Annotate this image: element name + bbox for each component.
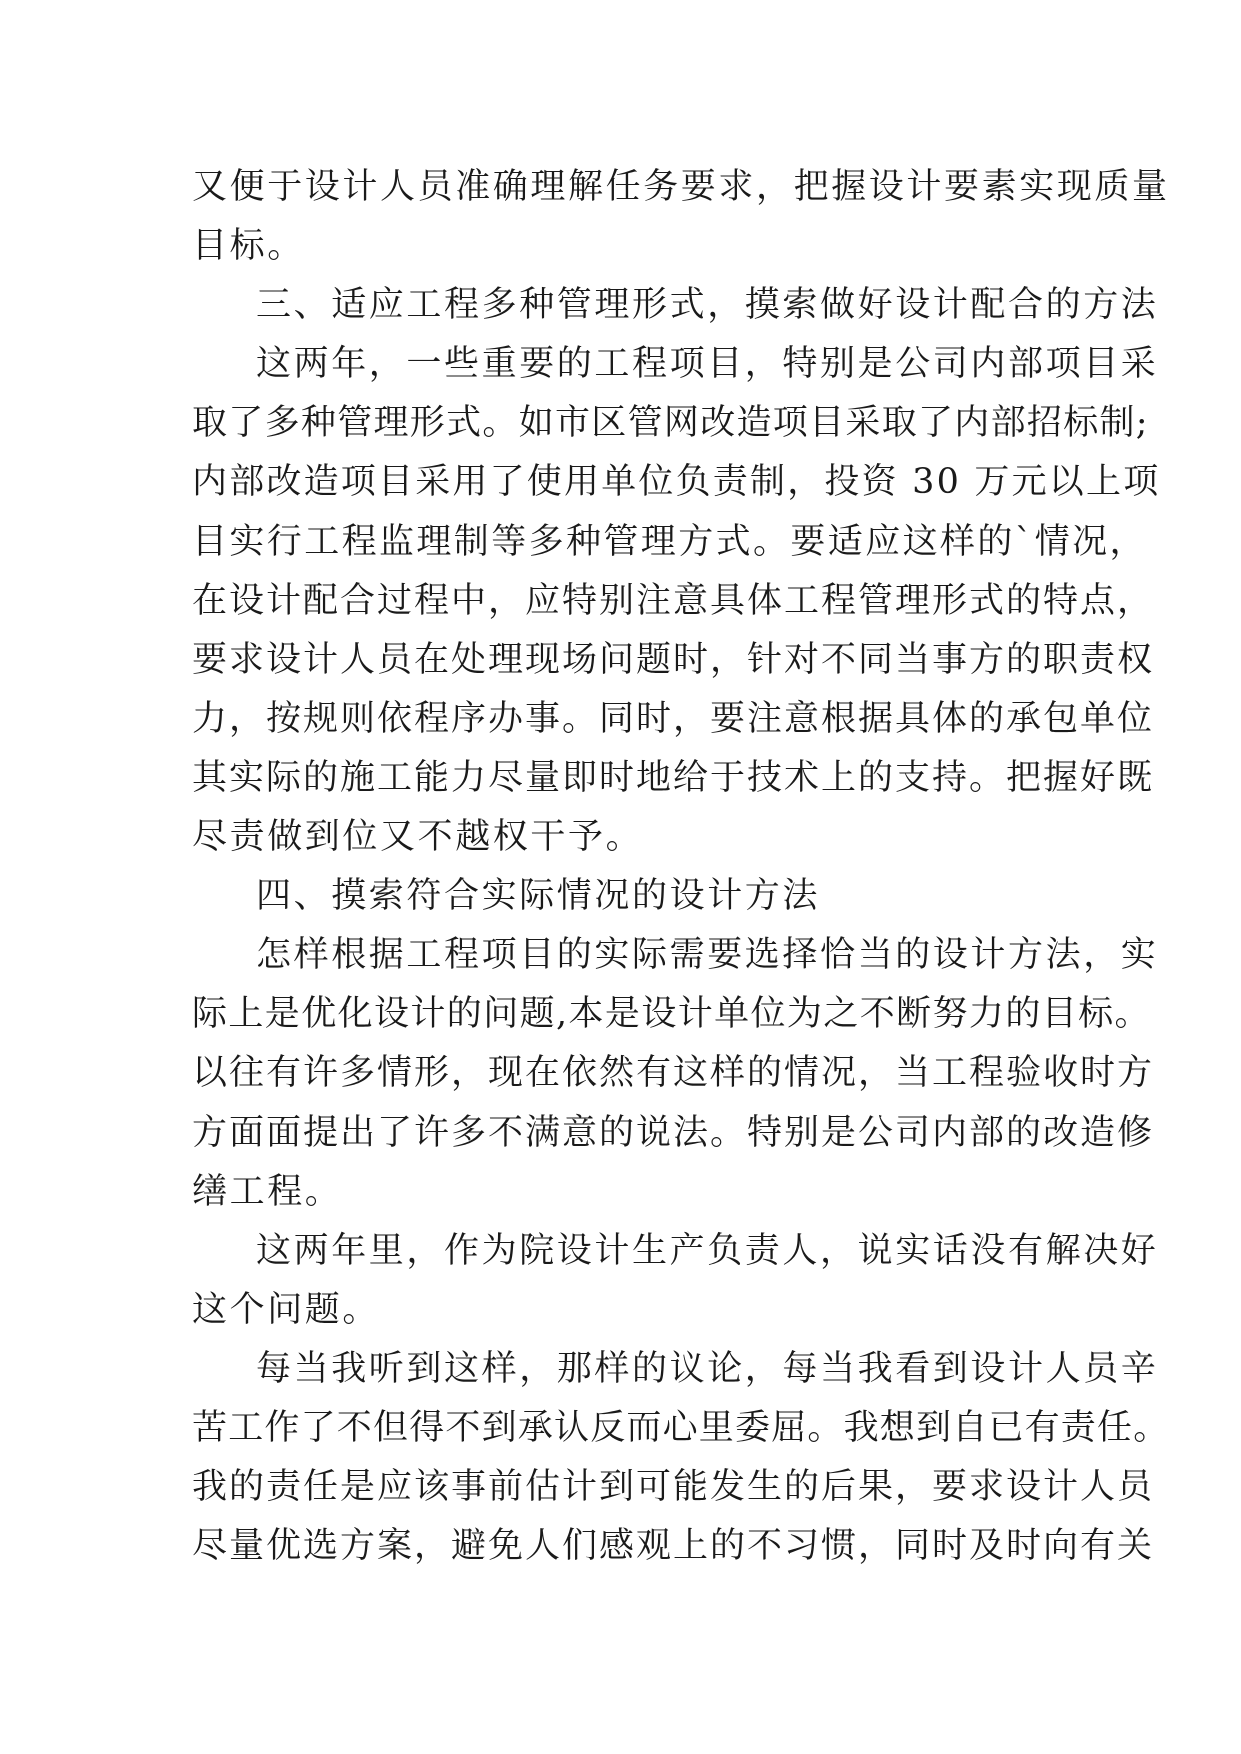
text-line: 目实行工程监理制等多种管理方式。要适应这样的`情况， (192, 521, 1147, 562)
text-line: 力，按规则依程序办事。同时，要注意根据具体的承包单位 (192, 698, 1155, 739)
paragraph-start-line: 每当我听到这样，那样的议论，每当我看到设计人员辛 (256, 1348, 1159, 1389)
text-line: 尽量优选方案，避免人们感观上的不习惯，同时及时向有关 (192, 1526, 1155, 1567)
paragraph-start-line: 四、摸索符合实际情况的设计方法 (256, 876, 821, 917)
text-line: 这个问题。 (192, 1289, 381, 1330)
text-line: 要求设计人员在处理现场问题时，针对不同当事方的职责权 (192, 639, 1155, 680)
text-line: 尽责做到位又不越权干予。 (192, 817, 644, 858)
text-line: 际上是优化设计的问题,本是设计单位为之不断努力的目标。 (192, 994, 1151, 1035)
paragraph-start-line: 三、适应工程多种管理形式，摸索做好设计配合的方法 (256, 285, 1159, 326)
paragraph-start-line: 这两年，一些重要的工程项目，特别是公司内部项目采 (256, 344, 1159, 385)
text-line: 苦工作了不但得不到承认反而心里委屈。我想到自已有责任。 (192, 1407, 1170, 1448)
text-line: 在设计配合过程中，应特别注意具体工程管理形式的特点， (192, 580, 1155, 621)
text-line: 目标。 (192, 226, 305, 267)
text-line: 缮工程。 (192, 1171, 343, 1212)
text-line: 又便于设计人员准确理解任务要求，把握设计要素实现质量 (192, 167, 1170, 207)
text-line: 以往有许多情形，现在依然有这样的情况，当工程验收时方 (192, 1053, 1155, 1094)
document-body (192, 158, 1170, 1576)
text-line: 方面面提出了许多不满意的说法。特别是公司内部的改造修 (192, 1112, 1155, 1153)
text-line: 其实际的施工能力尽量即时地给于技术上的支持。把握好既 (192, 757, 1155, 798)
text-line: 我的责任是应该事前估计到可能发生的后果，要求设计人员 (192, 1467, 1155, 1508)
text-line: 内部改造项目采用了使用单位负责制，投资 30 万元以上项 (192, 462, 1161, 503)
paragraph-start-line: 怎样根据工程项目的实际需要选择恰当的设计方法，实 (256, 935, 1159, 976)
text-line: 取了多种管理形式。如市区管网改造项目采取了内部招标制; (192, 403, 1149, 444)
paragraph-start-line: 这两年里，作为院设计生产负责人，说实话没有解决好 (256, 1230, 1159, 1271)
